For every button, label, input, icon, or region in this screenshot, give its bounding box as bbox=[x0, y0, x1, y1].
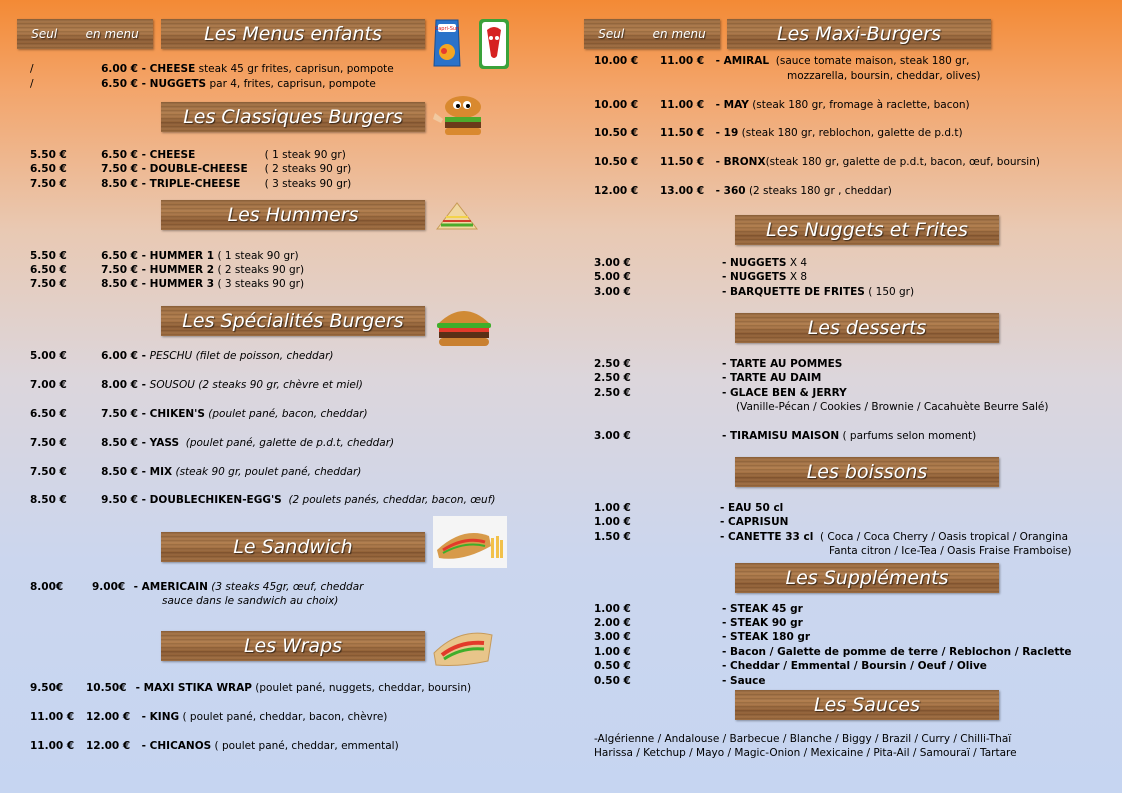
item-row: 12.00 € 13.00 € - 360 (2 steaks 180 gr , cheddar) bbox=[594, 185, 892, 197]
section-banner-sauces: Les Sauces bbox=[735, 690, 999, 720]
item-name: NUGGETS bbox=[730, 271, 787, 283]
section-banner-maxi-burgers: Les Maxi-Burgers bbox=[727, 19, 991, 49]
item-desc: (2 steaks 180 gr , cheddar) bbox=[748, 185, 892, 197]
item-name: CHICANOS bbox=[149, 740, 212, 752]
item-name: TARTE AU DAIM bbox=[730, 372, 822, 384]
item-row: / 6.50 € - NUGGETS par 4, frites, caprisun, pompote bbox=[30, 78, 376, 90]
item-price: 2.50 € bbox=[594, 372, 631, 384]
price-menu: 6.00 € bbox=[101, 63, 138, 75]
item-name: Cheddar / Emmental / Boursin / Oeuf / Olive bbox=[730, 660, 987, 672]
item-price: 0.50 € bbox=[594, 660, 631, 672]
item-desc: steak 45 gr frites, caprisun, pompote bbox=[198, 63, 394, 75]
big-burger-image bbox=[433, 303, 495, 349]
item-desc: ( 3 steaks 90 gr) bbox=[217, 278, 305, 290]
item-name: HUMMER 2 bbox=[149, 264, 215, 276]
price-seul: 11.00 € bbox=[30, 740, 75, 752]
item-desc: X 4 bbox=[789, 257, 808, 269]
column-header-right bbox=[584, 19, 720, 49]
price-seul: 7.50 € bbox=[30, 437, 67, 449]
item-row: 0.50 € - Sauce bbox=[594, 675, 766, 687]
item-name: NUGGETS bbox=[730, 257, 787, 269]
item-row: 10.50 € 11.50 € - 19 (steak 180 gr, reblochon, galette de p.d.t) bbox=[594, 127, 963, 139]
burger-mascot-image bbox=[433, 93, 485, 139]
item-name: MAY bbox=[723, 99, 749, 111]
item-row: 8.50 € 9.50 € - DOUBLECHIKEN-EGG'S (2 poulets panés, cheddar, bacon, œuf) bbox=[30, 494, 496, 506]
price-seul: 7.50 € bbox=[30, 278, 67, 290]
item-row: 7.50 € 8.50 € - YASS (poulet pané, galette de p.d.t, cheddar) bbox=[30, 437, 395, 449]
sauces-line-2: Harissa / Ketchup / Mayo / Magic-Onion / Mexicaine / Pita-Ail / Samouraï / Tartare bbox=[594, 747, 1017, 759]
item-desc: par 4, frites, caprisun, pompote bbox=[209, 78, 376, 90]
item-price: 3.00 € bbox=[594, 257, 631, 269]
price-seul: 9.50€ bbox=[30, 682, 64, 694]
item-row: 7.50 € 8.50 € - HUMMER 3 ( 3 steaks 90 gr) bbox=[30, 278, 305, 290]
item-price: 2.50 € bbox=[594, 358, 631, 370]
price-seul: / bbox=[30, 78, 34, 90]
item-price: 2.50 € bbox=[594, 387, 631, 399]
item-desc: (sauce tomate maison, steak 180 gr, bbox=[775, 55, 970, 67]
section-banner-classiques: Les Classiques Burgers bbox=[161, 102, 425, 132]
section-banner-desserts: Les desserts bbox=[735, 313, 999, 343]
item-price: 1.00 € bbox=[594, 603, 631, 615]
item-desc: (2 poulets panés, cheddar, bacon, œuf) bbox=[288, 494, 496, 506]
section-banner-hummers: Les Hummers bbox=[161, 200, 425, 230]
item-price: 1.00 € bbox=[594, 502, 631, 514]
item-desc: (poulet pané, galette de p.d.t, cheddar) bbox=[185, 437, 395, 449]
price-menu: 12.00 € bbox=[86, 740, 131, 752]
item-name: STEAK 180 gr bbox=[730, 631, 811, 643]
item-row: 1.00 € - CAPRISUN bbox=[594, 516, 789, 528]
price-menu: 9.50 € bbox=[101, 494, 138, 506]
item-row: 6.50 € 7.50 € - HUMMER 2 ( 2 steaks 90 gr) bbox=[30, 264, 305, 276]
price-menu: 8.50 € bbox=[101, 278, 138, 290]
item-name: STEAK 45 gr bbox=[730, 603, 803, 615]
item-price: 3.00 € bbox=[594, 430, 631, 442]
item-desc: (poulet pané, bacon, cheddar) bbox=[208, 408, 368, 420]
item-desc: (steak 180 gr, fromage à raclette, bacon) bbox=[752, 99, 970, 111]
item-desc: (3 steaks 45gr, œuf, cheddar bbox=[211, 581, 364, 593]
item-desc: (2 steaks 90 gr, chèvre et miel) bbox=[198, 379, 363, 391]
item-row: 1.00 € - STEAK 45 gr bbox=[594, 603, 803, 615]
price-seul: 7.50 € bbox=[30, 178, 67, 190]
item-name: SOUSOU bbox=[149, 379, 195, 391]
price-menu: 6.50 € bbox=[101, 78, 138, 90]
item-row: 7.00 € 8.00 € - SOUSOU (2 steaks 90 gr, chèvre et miel) bbox=[30, 379, 363, 391]
price-seul: 8.50 € bbox=[30, 494, 67, 506]
item-row: 5.50 € 6.50 € - HUMMER 1 ( 1 steak 90 gr) bbox=[30, 250, 299, 262]
item-row: 9.50€ 10.50€ - MAXI STIKA WRAP (poulet pané, nuggets, cheddar, boursin) bbox=[30, 682, 472, 694]
header-seul: Seul bbox=[598, 27, 625, 41]
item-row: 10.50 € 11.50 € - BRONX(steak 180 gr, galette de p.d.t, bacon, œuf, boursin) bbox=[594, 156, 1040, 168]
item-name: Bacon / Galette de pomme de terre / Reblochon / Raclette bbox=[730, 646, 1072, 658]
item-name: YASS bbox=[149, 437, 180, 449]
pompote-image bbox=[477, 16, 511, 72]
item-row: 6.50 € 7.50 € - DOUBLE-CHEESE ( 2 steaks 90 gr) bbox=[30, 163, 352, 175]
item-desc: ( 2 steaks 90 gr) bbox=[217, 264, 305, 276]
item-price: 1.50 € bbox=[594, 531, 631, 543]
header-seul: Seul bbox=[31, 27, 58, 41]
item-desc-continued: mozzarella, boursin, cheddar, olives) bbox=[787, 70, 981, 82]
item-row: 3.00 € - BARQUETTE DE FRITES ( 150 gr) bbox=[594, 286, 915, 298]
price-menu: 9.00€ bbox=[92, 581, 126, 593]
price-seul: 10.00 € bbox=[594, 55, 639, 67]
item-price: 0.50 € bbox=[594, 675, 631, 687]
item-name: 19 bbox=[723, 127, 739, 139]
header-en-menu: en menu bbox=[85, 27, 139, 41]
item-desc: ( 150 gr) bbox=[868, 286, 915, 298]
price-seul: 11.00 € bbox=[30, 711, 75, 723]
item-name: AMERICAIN bbox=[141, 581, 208, 593]
item-name: TARTE AU POMMES bbox=[730, 358, 843, 370]
glace-flavours: (Vanille-Pécan / Cookies / Brownie / Cacahuète Beurre Salé) bbox=[736, 401, 1049, 413]
item-desc: (steak 180 gr, reblochon, galette de p.d.t) bbox=[741, 127, 963, 139]
item-price: 1.00 € bbox=[594, 516, 631, 528]
wrap-image bbox=[430, 625, 496, 669]
price-menu: 6.50 € bbox=[101, 149, 138, 161]
caprisun-logo-text: Capri-Sun bbox=[434, 26, 460, 32]
item-row: 5.50 € 6.50 € - CHEESE ( 1 steak 90 gr) bbox=[30, 149, 346, 161]
column-header-left bbox=[17, 19, 153, 49]
item-price: 3.00 € bbox=[594, 286, 631, 298]
item-desc: ( 3 steaks 90 gr) bbox=[264, 178, 352, 190]
item-name: EAU 50 cl bbox=[728, 502, 784, 514]
item-price: 1.00 € bbox=[594, 646, 631, 658]
item-row: 3.00 € - NUGGETS X 4 bbox=[594, 257, 808, 269]
item-row: 5.00 € - NUGGETS X 8 bbox=[594, 271, 808, 283]
item-desc: X 8 bbox=[789, 271, 808, 283]
section-banner-sandwich: Le Sandwich bbox=[161, 532, 425, 562]
item-name: 360 bbox=[723, 185, 746, 197]
item-desc: (filet de poisson, cheddar) bbox=[195, 350, 334, 362]
item-desc-continued: sauce dans le sandwich au choix) bbox=[162, 595, 339, 607]
sauces-line-1: -Algérienne / Andalouse / Barbecue / Blanche / Biggy / Brazil / Curry / Chilli-Thaï bbox=[594, 733, 1012, 745]
item-desc: ( 1 steak 90 gr) bbox=[217, 250, 299, 262]
item-name: CANETTE 33 cl bbox=[728, 531, 814, 543]
price-seul: 12.00 € bbox=[594, 185, 639, 197]
item-name: MAXI STIKA WRAP bbox=[143, 682, 252, 694]
item-row: 1.00 € - EAU 50 cl bbox=[594, 502, 784, 514]
item-price: 2.00 € bbox=[594, 617, 631, 629]
item-row: 1.00 € - Bacon / Galette de pomme de terre / Reblochon / Raclette bbox=[594, 646, 1072, 658]
price-menu: 12.00 € bbox=[86, 711, 131, 723]
caprisun-image bbox=[432, 16, 462, 70]
item-price: 3.00 € bbox=[594, 631, 631, 643]
item-desc: (poulet pané, nuggets, cheddar, boursin) bbox=[255, 682, 472, 694]
price-menu: 11.00 € bbox=[660, 55, 705, 67]
item-row: 1.50 € - CANETTE 33 cl ( Coca / Coca Cherry / Oasis tropical / Orangina bbox=[594, 531, 1069, 543]
price-seul: 8.00€ bbox=[30, 581, 64, 593]
item-desc: ( 1 steak 90 gr) bbox=[264, 149, 346, 161]
item-name: HUMMER 1 bbox=[149, 250, 215, 262]
item-name: KING bbox=[149, 711, 180, 723]
price-menu: 7.50 € bbox=[101, 163, 138, 175]
price-seul: 6.50 € bbox=[30, 163, 67, 175]
price-seul: 6.50 € bbox=[30, 264, 67, 276]
item-price: 5.00 € bbox=[594, 271, 631, 283]
price-seul: 10.00 € bbox=[594, 99, 639, 111]
item-name: STEAK 90 gr bbox=[730, 617, 803, 629]
price-menu: 7.50 € bbox=[101, 408, 138, 420]
price-menu: 8.50 € bbox=[101, 466, 138, 478]
section-banner-nuggets-frites: Les Nuggets et Frites bbox=[735, 215, 999, 245]
item-desc: ( 2 steaks 90 gr) bbox=[264, 163, 352, 175]
price-seul: 5.50 € bbox=[30, 250, 67, 262]
price-menu: 6.00 € bbox=[101, 350, 138, 362]
club-sandwich-image bbox=[433, 199, 479, 235]
price-seul: 10.50 € bbox=[594, 127, 639, 139]
item-name: CHIKEN'S bbox=[149, 408, 205, 420]
item-row: 3.00 € - TIRAMISU MAISON ( parfums selon moment) bbox=[594, 430, 977, 442]
price-seul: 10.50 € bbox=[594, 156, 639, 168]
section-banner-supplements: Les Suppléments bbox=[735, 563, 999, 593]
item-row: 8.00€ 9.00€ - AMERICAIN (3 steaks 45gr, œuf, cheddar bbox=[30, 581, 364, 593]
item-name: BRONX bbox=[723, 156, 766, 168]
item-name: TRIPLE-CHEESE bbox=[149, 178, 241, 190]
item-desc: ( poulet pané, cheddar, emmental) bbox=[214, 740, 399, 752]
item-row: 2.00 € - STEAK 90 gr bbox=[594, 617, 803, 629]
price-menu: 8.50 € bbox=[101, 178, 138, 190]
item-name: CHEESE bbox=[149, 149, 196, 161]
section-banner-specialites: Les Spécialités Burgers bbox=[161, 306, 425, 336]
price-seul: 5.00 € bbox=[30, 350, 67, 362]
item-row: 6.50 € 7.50 € - CHIKEN'S (poulet pané, bacon, cheddar) bbox=[30, 408, 368, 420]
header-en-menu: en menu bbox=[652, 27, 706, 41]
item-row: 11.00 € 12.00 € - CHICANOS ( poulet pané, cheddar, emmental) bbox=[30, 740, 399, 752]
item-desc: ( parfums selon moment) bbox=[842, 430, 977, 442]
price-menu: 8.00 € bbox=[101, 379, 138, 391]
item-name: BARQUETTE DE FRITES bbox=[730, 286, 865, 298]
price-seul: 6.50 € bbox=[30, 408, 67, 420]
price-menu: 11.50 € bbox=[660, 127, 705, 139]
item-name: GLACE BEN & JERRY bbox=[730, 387, 847, 399]
item-name: Sauce bbox=[730, 675, 766, 687]
price-menu: 10.50€ bbox=[86, 682, 127, 694]
price-seul: 7.00 € bbox=[30, 379, 67, 391]
item-row: 11.00 € 12.00 € - KING ( poulet pané, cheddar, bacon, chèvre) bbox=[30, 711, 388, 723]
item-desc: (steak 90 gr, poulet pané, cheddar) bbox=[175, 466, 362, 478]
item-name: NUGGETS bbox=[149, 78, 207, 90]
item-desc: ( Coca / Coca Cherry / Oasis tropical / Orangina bbox=[819, 531, 1069, 543]
price-seul: / bbox=[30, 63, 34, 75]
section-banner-boissons: Les boissons bbox=[735, 457, 999, 487]
item-name: MIX bbox=[149, 466, 173, 478]
item-name: TIRAMISU MAISON bbox=[730, 430, 840, 442]
item-desc: ( poulet pané, cheddar, bacon, chèvre) bbox=[182, 711, 388, 723]
item-row: 10.00 € 11.00 € - MAY (steak 180 gr, fromage à raclette, bacon) bbox=[594, 99, 970, 111]
item-name: PESCHU bbox=[149, 350, 193, 362]
item-name: DOUBLE-CHEESE bbox=[149, 163, 248, 175]
item-row: 0.50 € - Cheddar / Emmental / Boursin / Oeuf / Olive bbox=[594, 660, 987, 672]
price-menu: 13.00 € bbox=[660, 185, 705, 197]
item-name: CHEESE bbox=[149, 63, 196, 75]
price-menu: 11.00 € bbox=[660, 99, 705, 111]
item-row: 10.00 € 11.00 € - AMIRAL (sauce tomate maison, steak 180 gr, bbox=[594, 55, 970, 67]
sandwich-fries-image bbox=[433, 516, 507, 568]
section-banner-menus-enfants: Les Menus enfants bbox=[161, 19, 425, 49]
item-row: / 6.00 € - CHEESE steak 45 gr frites, caprisun, pompote bbox=[30, 63, 394, 75]
price-seul: 5.50 € bbox=[30, 149, 67, 161]
item-name: AMIRAL bbox=[723, 55, 770, 67]
item-row: 7.50 € 8.50 € - TRIPLE-CHEESE ( 3 steaks 90 gr) bbox=[30, 178, 352, 190]
item-name: HUMMER 3 bbox=[149, 278, 215, 290]
price-seul: 7.50 € bbox=[30, 466, 67, 478]
item-row: 7.50 € 8.50 € - MIX (steak 90 gr, poulet pané, cheddar) bbox=[30, 466, 362, 478]
price-menu: 7.50 € bbox=[101, 264, 138, 276]
item-name: CAPRISUN bbox=[728, 516, 789, 528]
item-row: 2.50 € - TARTE AU POMMES bbox=[594, 358, 843, 370]
item-desc-continued: Fanta citron / Ice-Tea / Oasis Fraise Framboise) bbox=[829, 545, 1072, 557]
item-desc: (steak 180 gr, galette de p.d.t, bacon, œuf, boursin) bbox=[765, 156, 1040, 168]
item-row: 2.50 € - TARTE AU DAIM bbox=[594, 372, 822, 384]
price-menu: 8.50 € bbox=[101, 437, 138, 449]
item-row: 2.50 € - GLACE BEN & JERRY bbox=[594, 387, 847, 399]
item-name: DOUBLECHIKEN-EGG'S bbox=[149, 494, 282, 506]
price-menu: 11.50 € bbox=[660, 156, 705, 168]
item-row: 3.00 € - STEAK 180 gr bbox=[594, 631, 811, 643]
price-menu: 6.50 € bbox=[101, 250, 138, 262]
item-row: 5.00 € 6.00 € - PESCHU (filet de poisson, cheddar) bbox=[30, 350, 334, 362]
section-banner-wraps: Les Wraps bbox=[161, 631, 425, 661]
